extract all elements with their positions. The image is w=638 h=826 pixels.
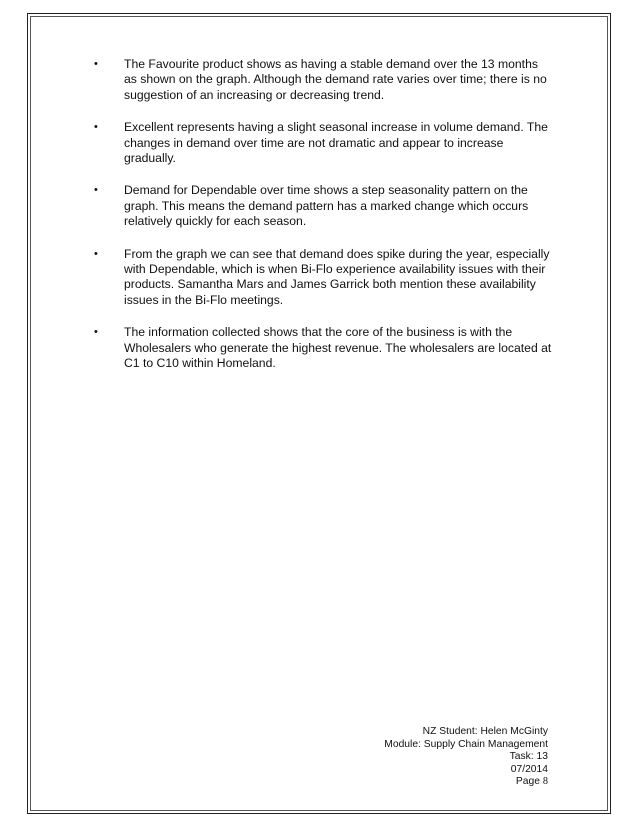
page-footer xyxy=(384,726,548,789)
bullet-item xyxy=(92,247,552,309)
bullet-icon: • xyxy=(94,121,98,134)
page-number: 8 xyxy=(542,776,548,788)
footer-date: 07/2014 xyxy=(510,763,548,775)
bullet-icon: • xyxy=(94,247,98,260)
page-label: Page xyxy=(515,776,540,788)
bullet-item xyxy=(92,57,552,103)
bullet-text: The information collected shows that the core of the business is with the Wholesalers who generate the highest revenue. The wholesalers are located at C1 to C10 within Homeland. xyxy=(124,325,552,371)
bullet-text: The Favourite product shows as having a stable demand over the 13 months as shown on the graph. Although the demand rate varies over time; there is no suggestion of an increasing or decreasing trend. xyxy=(124,57,547,102)
footer-page xyxy=(384,776,548,789)
bullet-icon: • xyxy=(94,58,98,70)
bullet-text: Excellent represents having a slight seasonal increase in volume demand. The changes in demand over time are not dramatic and appear to increase gradually. xyxy=(124,120,548,166)
footer-student: NZ Student: Helen McGinty xyxy=(422,726,548,737)
bullet-item xyxy=(92,120,552,166)
footer-task: Task: 13 xyxy=(509,751,548,763)
footer-module: Module: Supply Chain Management xyxy=(384,738,548,750)
bullet-item xyxy=(92,325,552,371)
bullet-item xyxy=(92,183,552,229)
bullet-text: Demand for Dependable over time shows a step seasonality pattern on the graph. This means the demand pattern has a marked change which occurs relatively quickly for each season. xyxy=(124,183,529,229)
bullet-icon: • xyxy=(94,184,98,197)
bullet-list xyxy=(92,57,552,389)
bullet-icon: • xyxy=(94,326,98,339)
bullet-text: From the graph we can see that demand does spike during the year, especially with Dependable, which is when Bi-Flo experience availability issues with their products. Samantha Mars and James Garrick both mention these availability issues in the Bi-Flo meetings. xyxy=(124,246,550,307)
